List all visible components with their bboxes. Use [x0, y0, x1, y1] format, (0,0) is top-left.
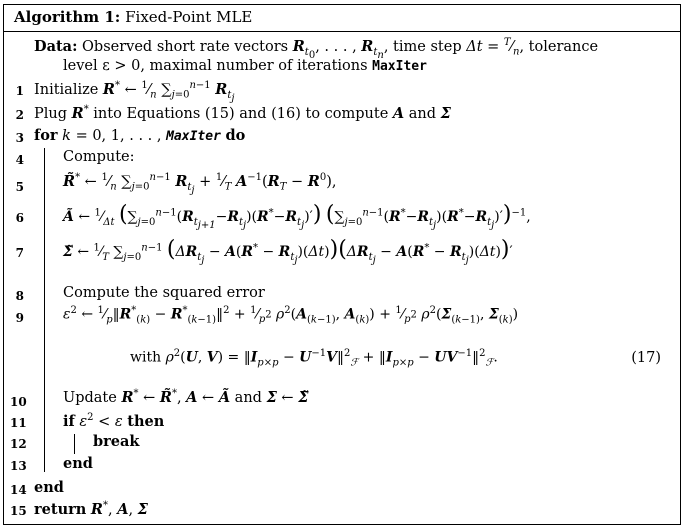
line-1: Initialize R* ← $^1⁄_n$ $\sum_{j=0}^{n-1}$ $R_{t_j}$ [34, 80, 235, 104]
equation-17: with $\rho^2(U$, $V) = ‖I_{p\times p}$ − $U^{-1}V‖^2_ℱ$ + $‖I_{p\times p}$ − $UV^{-1}‖^2_ℱ$. [130, 348, 498, 369]
data-line-1: Data: Observed short rate vectors $R_{t_0}$, . . . , $R_{t_n}$, time step $\Delta t = ^T⁄_n$, tolerance [34, 37, 599, 61]
do-keyword: do [225, 127, 246, 144]
line-number: 5 [15, 180, 24, 194]
for-loop-bar [44, 148, 45, 472]
line-number: 9 [15, 311, 24, 325]
then-keyword: then [127, 412, 165, 430]
line-3: for k = 0, 1, . . . , MaxIter do [34, 127, 246, 144]
algorithm-label: Algorithm 1: [14, 8, 121, 26]
line-number: 7 [15, 246, 24, 260]
data-keyword: Data: [34, 37, 78, 55]
line-15: return R*, A, Σ [34, 500, 148, 518]
if-block-bar [74, 434, 75, 454]
line-number: 6 [15, 211, 24, 225]
line-4: Compute: [63, 149, 135, 165]
return-keyword: return [34, 500, 87, 518]
for-keyword: for [34, 127, 58, 144]
line-number: 3 [15, 131, 24, 145]
line-number: 4 [15, 153, 24, 167]
line-5: R̃* ← $^1⁄_n$ $\sum_{j=0}^{n-1}$ $R_{t_j}$ + $^1⁄_T$ $A^{-1}(R_T - R^0)$, [63, 172, 337, 196]
line-9: $\varepsilon^2$ ← $^1⁄_p‖R^*_{(k)}$ − $R^*_{(k-1)}‖^2$ + $^1⁄_{p^2}$ $\rho^2(A_{(k-1)}$, $A_{(k)}$) + $^1⁄_{p^2}$ $\rho^2(\Sigma_{(k-1)}$, $\Sigma_{(k)}$) [63, 305, 519, 326]
data-line-2 [63, 58, 427, 74]
line-number: 8 [15, 289, 24, 303]
line-10: Update R* ← R̃*, A ← Ã and Σ ← Σ̃ [63, 388, 309, 406]
algorithm-title [14, 8, 252, 26]
line-number: 12 [10, 437, 27, 451]
line-number: 10 [10, 395, 27, 409]
line-8: Compute the squared error [63, 285, 265, 301]
data-line-2-text: level ε > 0, maximal number of iterations [63, 58, 368, 74]
line-14: end [34, 479, 64, 496]
line-number: 2 [15, 108, 24, 122]
line-number: 11 [10, 416, 27, 430]
line-7: Σ̃ ← $^1⁄_T$ $\sum_{j=0}^{n-1}$ $(\Delta R_{t_j} - A(R^* - R_{t_j})(\Delta t))(\Delta R_{t_j} - A(R^* - R_{t_j})(\Delta t))'$ [63, 237, 513, 266]
line-number: 13 [10, 459, 27, 473]
maxiter-token: MaxIter [372, 59, 427, 74]
line-number: 15 [10, 504, 27, 518]
line-2: Plug R* into Equations (15) and (16) to compute A and Σ [34, 104, 451, 122]
algorithm-name: Fixed-Point MLE [125, 8, 253, 26]
line-12: break [93, 433, 140, 450]
equation-number: (17) [631, 350, 661, 366]
line-6: Ã ← $^1⁄_{\Delta t}$ $(\sum_{j=0}^{n-1}(R_{t_{j+1}}-R_{t_j})(R^*-R_{t_j})')$ $(\sum_{j=0}^{n-1}(R^*-R_{t_j})(R^*-R_{t_j})')^{-1}$, [63, 202, 531, 231]
line-13: end [63, 455, 93, 472]
title-separator [3, 31, 681, 32]
line-number: 1 [15, 84, 24, 98]
line-number: 14 [10, 483, 27, 497]
if-keyword: if [63, 412, 75, 430]
line-11: if $\varepsilon^2 < \varepsilon$ then [63, 412, 165, 430]
